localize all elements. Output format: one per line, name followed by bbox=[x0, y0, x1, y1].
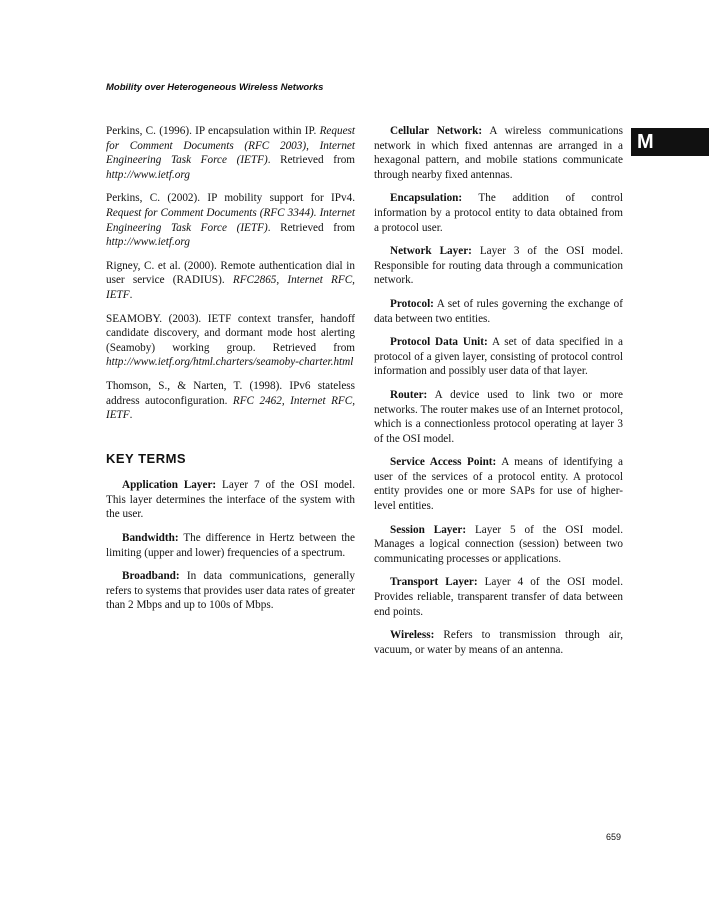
key-term bbox=[374, 388, 623, 446]
key-term-name: Service Access Point: bbox=[390, 456, 497, 469]
key-term-name: Application Layer: bbox=[122, 479, 217, 492]
key-term bbox=[106, 478, 355, 522]
key-terms-heading: KEY TERMS bbox=[106, 450, 187, 466]
reference-text: SEAMOBY. (2003). IETF context transfer, handoff candidate discovery, and dormant mode host alerting (Seamoby) working group. Retrieved from bbox=[106, 312, 355, 354]
reference-text: Thomson, S., & Narten, T. (1998). IPv6 stateless address autoconfiguration. bbox=[106, 379, 355, 407]
key-term-definition: A set of data specified in a protocol of a given layer, consisting of protocol control information and possibly user data of that layer. bbox=[374, 336, 623, 378]
reference-text: Perkins, C. (2002). IP mobility support for IPv4. bbox=[106, 192, 355, 205]
key-term-name: Bandwidth: bbox=[122, 532, 179, 545]
reference-rest: . Retrieved from bbox=[267, 154, 355, 167]
key-term-definition: The addition of control information by a protocol entity to data obtained from a protocol user. bbox=[374, 192, 623, 234]
key-term bbox=[374, 244, 623, 288]
key-term bbox=[374, 575, 623, 619]
key-term-definition: A set of rules governing the exchange of data between two entities. bbox=[374, 297, 623, 325]
key-term bbox=[374, 124, 623, 182]
reference-text: Perkins, C. (1996). IP encapsulation within IP. bbox=[106, 125, 320, 137]
reference-item bbox=[106, 379, 355, 423]
key-term-name: Transport Layer: bbox=[390, 576, 478, 589]
key-term-name: Wireless: bbox=[390, 629, 435, 642]
reference-text: Rigney, C. et al. (2000). Remote authentication dial in user service (RADIUS). bbox=[106, 259, 355, 287]
key-term-name: Router: bbox=[390, 388, 428, 401]
reference-source: Request for Comment Documents (RFC 2003), Internet Engineering Task Force (IETF) bbox=[106, 125, 355, 167]
key-term-definition: Layer 4 of the OSI model. Provides reliable, transparent transfer of data between end points. bbox=[374, 576, 623, 618]
key-term-definition: Layer 5 of the OSI model. Manages a logical connection (session) between two communicating processes or applications. bbox=[374, 523, 624, 565]
key-term-definition: The difference in Hertz between the limiting (upper and lower) frequencies of a spectrum. bbox=[106, 532, 355, 559]
key-term-name: Encapsulation: bbox=[390, 192, 463, 205]
section-tab: M bbox=[631, 128, 709, 156]
key-term-definition: A device used to link two or more networks. The router makes use of an Internet protocol, which is a connectionless protocol operating at layer 3 of the OSI model. bbox=[374, 388, 623, 445]
key-term-name: Session Layer: bbox=[390, 523, 467, 536]
key-term-definition: In data communications, generally refers to systems that provides user data rates of greater than 2 Mbps and up to 100s of Mbps. bbox=[106, 570, 355, 612]
key-term bbox=[106, 531, 355, 560]
reference-url[interactable]: http://www.ietf.org bbox=[106, 168, 190, 181]
key-term-definition: A means of identifying a user of the services of a protocol entity. A protocol entity provides one or more SAPs for use of higher-level entities. bbox=[374, 456, 623, 513]
running-header: Mobility over Heterogeneous Wireless Networks bbox=[106, 82, 324, 93]
right-column bbox=[374, 124, 623, 666]
key-term-name: Broadband: bbox=[122, 570, 180, 583]
key-term bbox=[374, 335, 623, 379]
left-column bbox=[106, 124, 355, 622]
reference-rest: . bbox=[129, 409, 133, 422]
key-term-name: Protocol Data Unit: bbox=[390, 336, 488, 349]
reference-item bbox=[106, 191, 355, 249]
reference-item bbox=[106, 312, 355, 370]
key-term-name: Protocol: bbox=[390, 297, 434, 310]
key-term bbox=[374, 523, 623, 567]
reference-item bbox=[106, 259, 355, 303]
reference-rest: . bbox=[129, 288, 133, 301]
key-term-definition: A wireless communications network in which fixed antennas are arranged in a hexagonal pattern, and mobile stations communicate through nearby fixed antennas. bbox=[374, 125, 624, 181]
reference-source: Request for Comment Documents (RFC 3344). Internet Engineering Task Force (IETF) bbox=[106, 206, 355, 234]
key-term bbox=[374, 455, 623, 513]
key-term-name: Network Layer: bbox=[390, 245, 472, 258]
key-term-definition: Layer 3 of the OSI model. Responsible for routing data through a communication network. bbox=[374, 245, 624, 287]
reference-item bbox=[106, 124, 355, 182]
key-term-definition: Refers to transmission through air, vacuum, or water by means of an antenna. bbox=[374, 629, 623, 656]
key-term bbox=[374, 297, 623, 326]
key-term-definition: Layer 7 of the OSI model. This layer determines the interface of the system with the user. bbox=[106, 479, 355, 521]
key-term bbox=[374, 628, 623, 657]
key-term bbox=[106, 569, 355, 613]
reference-source: RFC2865, Internet RFC, IETF bbox=[106, 274, 355, 301]
references-list bbox=[106, 124, 355, 423]
reference-url[interactable]: http://www.ietf.org/html.charters/seamoby-charter.html bbox=[106, 356, 354, 369]
reference-url[interactable]: http://www.ietf.org bbox=[106, 236, 190, 249]
reference-rest: . Retrieved from bbox=[267, 221, 355, 234]
key-term-name: Cellular Network: bbox=[390, 125, 483, 137]
page-number: 659 bbox=[606, 832, 622, 842]
reference-source: RFC 2462, Internet RFC, IETF bbox=[106, 394, 355, 422]
key-term bbox=[374, 191, 623, 235]
